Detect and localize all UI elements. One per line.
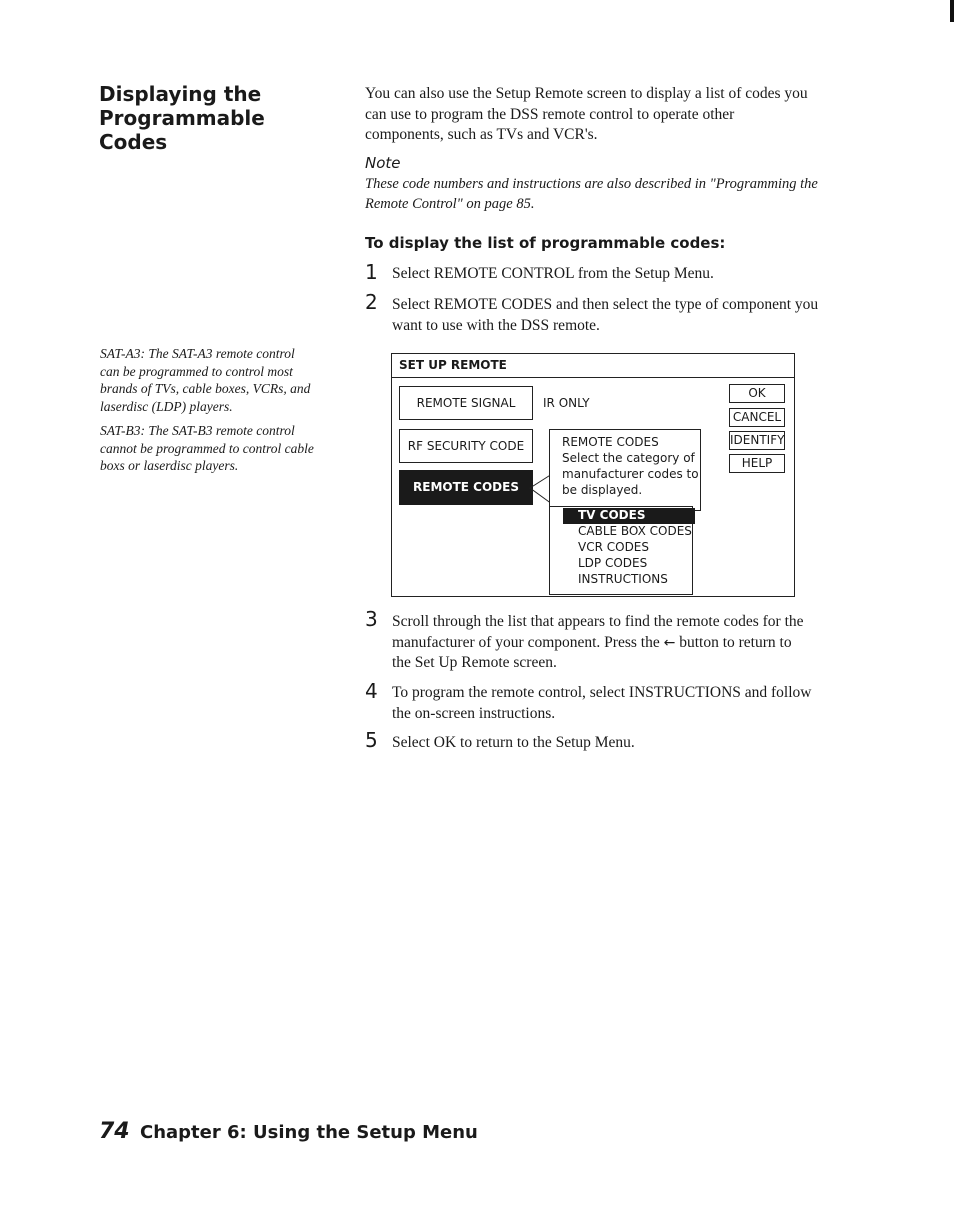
sidebar-note-sat-a3: SAT-A3: The SAT-A3 remote control can be programmed to control most brands of TVs, cable boxes, VCRs, and laserdisc (LDP) players. [100, 346, 311, 414]
list-item-ldp-codes[interactable]: LDP CODES [578, 556, 648, 570]
section-title: Displaying the Programmable Codes [99, 82, 265, 154]
help-button[interactable]: HELP [729, 454, 785, 473]
sidebar-note-sat-b3: SAT-B3: The SAT-B3 remote control cannot be programmed to control cable boxs or laserdisc players. [100, 423, 314, 473]
remote-codes-panel [549, 429, 701, 511]
list-item-instructions[interactable]: INSTRUCTIONS [578, 572, 668, 586]
cancel-button[interactable]: CANCEL [729, 408, 785, 427]
step-number: 1 [365, 260, 378, 284]
step-number: 5 [365, 728, 378, 752]
back-arrow-icon: ← [663, 634, 676, 651]
intro-paragraph: You can also use the Setup Remote screen to display a list of codes you can use to program the DSS remote control to operate other components, such as TVs and VCR's. [365, 85, 808, 143]
title-rule [392, 377, 794, 378]
margin-mark [950, 0, 954, 22]
setup-remote-screen [391, 353, 795, 597]
step-number: 3 [365, 607, 378, 631]
note-heading: Note [365, 154, 401, 172]
list-item-cable-box-codes[interactable]: CABLE BOX CODES [578, 524, 692, 538]
code-category-list [549, 506, 693, 595]
step-text: To program the remote control, select INSTRUCTIONS and follow the on-screen instructions. [392, 684, 812, 722]
step-number: 4 [365, 679, 378, 703]
panel-description: Select the category of manufacturer codes to be displayed. [562, 451, 699, 497]
screen-title: SET UP REMOTE [399, 358, 507, 372]
rf-security-code-button[interactable]: RF SECURITY CODE [399, 429, 533, 463]
procedure-heading: To display the list of programmable codes: [365, 234, 726, 252]
ok-button[interactable]: OK [729, 384, 785, 403]
step-text: Select OK to return to the Setup Menu. [392, 734, 635, 751]
chapter-title: Chapter 6: Using the Setup Menu [140, 1122, 478, 1143]
list-item-vcr-codes[interactable]: VCR CODES [578, 540, 650, 554]
step-text: Select REMOTE CONTROL from the Setup Menu. [392, 265, 714, 282]
note-body: These code numbers and instructions are also described in "Programming the Remote Control" on page 85. [365, 176, 818, 212]
remote-signal-button[interactable]: REMOTE SIGNAL [399, 386, 533, 420]
step-number: 2 [365, 290, 378, 314]
ir-only-value: IR ONLY [543, 396, 590, 410]
remote-codes-button[interactable]: REMOTE CODES [399, 470, 533, 505]
step-text: Scroll through the list that appears to find the remote codes for the manufacturer of your component. Press the ← button to return to the Set Up Remote screen. [392, 613, 804, 671]
list-item-tv-codes[interactable]: TV CODES [578, 508, 646, 522]
panel-title: REMOTE CODES [562, 435, 659, 449]
identify-button[interactable]: IDENTIFY [729, 431, 785, 450]
step-text: Select REMOTE CODES and then select the type of component you want to use with the DSS remote. [392, 296, 819, 334]
page-number: 74 [99, 1119, 130, 1144]
